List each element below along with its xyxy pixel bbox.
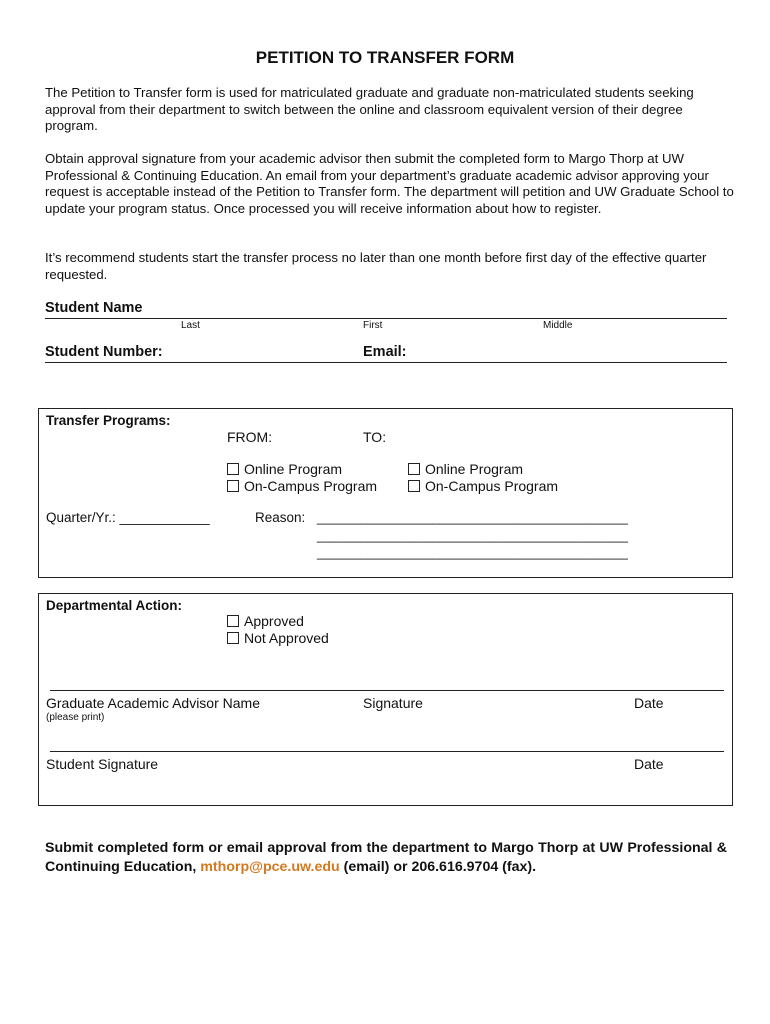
submit-text-end: (email) or 206.616.9704 (fax). <box>339 859 537 875</box>
student-name-label: Student Name <box>45 300 143 316</box>
reason-line-2[interactable]: ___________________________________________ <box>317 528 628 543</box>
to-label: TO: <box>363 429 387 445</box>
not-approved-label: Not Approved <box>244 630 329 646</box>
not-approved-option[interactable] <box>227 630 329 647</box>
intro-paragraph-3: It’s recommend students start the transfer process no later than one month before first day of the effective quarter requested. <box>45 250 707 282</box>
advisor-signature-line[interactable] <box>50 690 724 691</box>
student-signature-label: Student Signature <box>46 756 159 772</box>
to-oncampus-checkbox[interactable] <box>408 480 420 492</box>
from-online-label: Online Program <box>244 461 343 477</box>
transfer-programs-heading: Transfer Programs: <box>46 413 171 428</box>
to-online-label: Online Program <box>425 461 524 477</box>
signature-label: Signature <box>363 695 423 711</box>
to-oncampus-option[interactable] <box>408 478 558 495</box>
student-date-label: Date <box>634 756 664 772</box>
intro-paragraph-1: The Petition to Transfer form is used for matriculated graduate and graduate non-matriculated students seeking approval from their department to switch between the online and classroom equivalent version of their degree program. <box>45 85 694 134</box>
from-label: FROM: <box>227 429 273 445</box>
page-title: PETITION TO TRANSFER FORM <box>255 48 515 67</box>
from-oncampus-label: On-Campus Program <box>244 478 378 494</box>
reason-line-3[interactable]: ___________________________________________ <box>317 545 628 560</box>
student-number-email-line[interactable] <box>45 362 727 363</box>
email-label: Email: <box>363 344 407 360</box>
from-online-checkbox[interactable] <box>227 463 239 475</box>
not-approved-checkbox[interactable] <box>227 632 239 644</box>
first-name-caption: First <box>363 320 383 331</box>
quarter-year-field[interactable]: Quarter/Yr.: ____________ <box>46 510 210 525</box>
intro-paragraph-2: Obtain approval signature from your academic advisor then submit the completed form to Margo Thorp at UW Professional & Continuing Education. An email from your department’s graduate academic advisor approving your request is acceptable instead of the Petition to Transfer form. The department will petition and UW Graduate School to update your program status. Once processed you will receive information about how to register. <box>45 151 734 216</box>
from-online-option[interactable] <box>227 461 342 478</box>
submit-email-link[interactable]: mthorp@pce.uw.edu <box>200 859 340 875</box>
to-online-checkbox[interactable] <box>408 463 420 475</box>
submit-instructions <box>45 839 727 877</box>
from-oncampus-option[interactable] <box>227 478 377 495</box>
advisor-name-label: Graduate Academic Advisor Name <box>46 695 260 711</box>
advisor-date-label: Date <box>634 695 664 711</box>
submit-text: Submit completed form or email approval from the department to Margo Thorp at UW Professional & Continuing Education, <box>45 840 727 875</box>
approved-checkbox[interactable] <box>227 615 239 627</box>
departmental-action-heading: Departmental Action: <box>46 598 183 613</box>
from-oncampus-checkbox[interactable] <box>227 480 239 492</box>
please-print-note: (please print) <box>46 712 105 723</box>
middle-name-caption: Middle <box>543 320 573 331</box>
departmental-action-box <box>38 593 733 806</box>
reason-label: Reason: <box>255 510 306 525</box>
student-number-label: Student Number: <box>45 344 163 360</box>
approved-label: Approved <box>244 613 304 629</box>
to-online-option[interactable] <box>408 461 523 478</box>
reason-line-1[interactable]: ___________________________________________ <box>317 510 628 525</box>
student-signature-line[interactable] <box>50 751 724 752</box>
student-name-line[interactable] <box>45 318 727 319</box>
last-name-caption: Last <box>181 320 200 331</box>
approved-option[interactable] <box>227 613 304 630</box>
to-oncampus-label: On-Campus Program <box>425 478 559 494</box>
transfer-programs-box <box>38 408 733 578</box>
